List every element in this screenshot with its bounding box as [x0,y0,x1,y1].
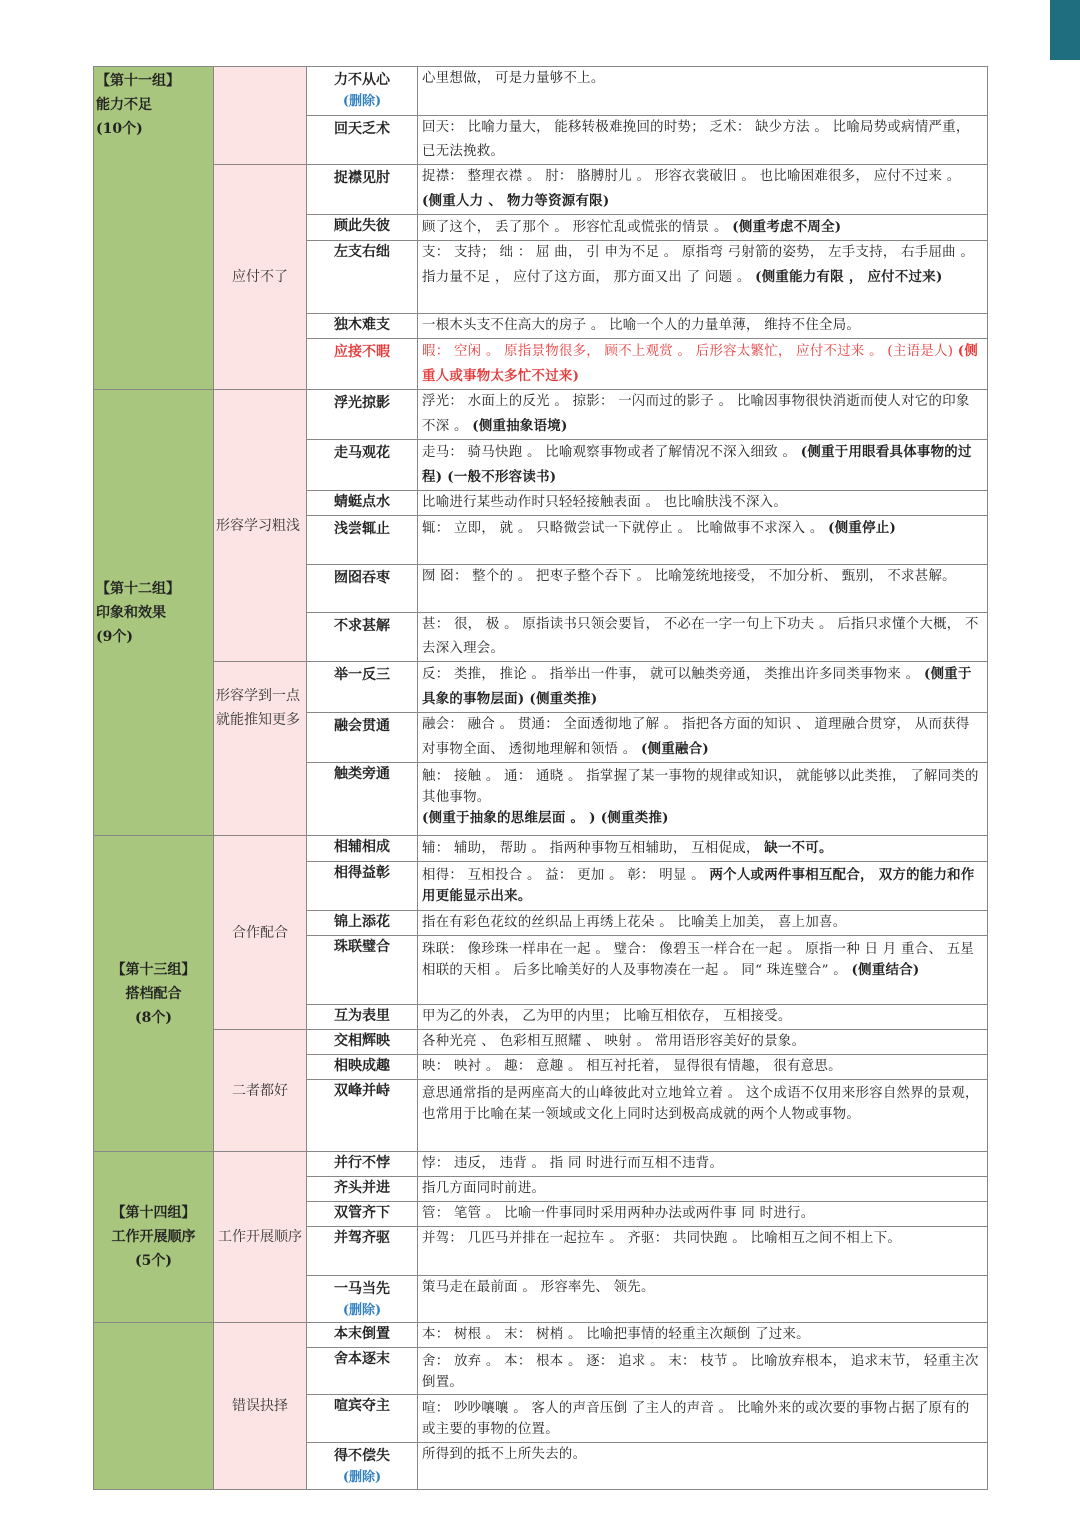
category-cell-empty [214,67,307,165]
group-count: (5个) [135,1253,172,1269]
desc-cell: 所得到的抵不上所失去的。 [418,1443,988,1490]
table-row [94,1030,988,1055]
desc-cell: 囫 囵： 整个的 。 把枣子整个吞下 。 比喻笼统地接受， 不加分析、 甄别， 不求甚解。 [418,565,988,613]
idiom-table [93,66,988,1490]
group-subtitle: 能力不足 [96,97,152,113]
idiom-cell: 双管齐下 [307,1202,418,1227]
group-title: 【第十一组】 [96,73,180,89]
desc-cell: 各种光亮 、 色彩相互照耀 、 映射 。 常用语形容美好的景象。 [418,1030,988,1055]
desc-cell: 融会： 融合 。 贯通： 全面透彻地了解 。 指把各方面的知识 、 道理融合贯穿， 从而获得对事物全面、 透彻地理解和领悟 。 (侧重融合) [418,713,988,763]
idiom-cell: 交相辉映 [307,1030,418,1055]
idiom-cell: 双峰并峙 [307,1080,418,1152]
idiom-cell: 举一反三 [307,662,418,713]
category-cell: 错误抉择 [214,1323,307,1490]
idiom-cell: 相辅相成 [307,836,418,862]
idiom-cell: 锦上添花 [307,911,418,936]
idiom-cell: 一马当先 (删除) [307,1276,418,1323]
desc-cell: 心里想做， 可是力量够不上。 [418,67,988,116]
group-title: 【第十四组】 [111,1205,196,1221]
category-cell: 应付不了 [214,165,307,390]
group-count: (10个) [96,121,143,137]
desc-cell: 反： 类推， 推论 。 指举出一件事， 就可以触类旁通， 类推出许多同类事物来 。 (侧重于具象的事物层面) (侧重类推) [418,662,988,713]
group-title: 【第十三组】 [111,961,196,978]
idiom-cell: 相映成趣 [307,1055,418,1080]
desc-cell: 珠联： 像珍珠一样串在一起 。 璧合： 像碧玉一样合在一起 。 原指一种 日 月 重合、 五星相联的天相 。 后多比喻美好的人及事物凑在一起 。 同“ 珠连璧合” 。 (侧重结合) [418,936,988,1005]
group-subtitle: 搭档配合 [125,985,182,1002]
idiom-cell: 得不偿失 (删除) [307,1443,418,1490]
desc-cell: 相得： 互相投合 。 益： 更加 。 彰： 明显 。 两个人或两件事相互配合， 双方的能力和作用更能显示出来。 [418,862,988,911]
idiom-cell: 浮光掠影 [307,390,418,440]
desc-cell: 比喻进行某些动作时只轻轻接触表面 。 也比喻肤浅不深入。 [418,491,988,516]
group-cell [94,390,214,836]
desc-cell: 一根木头支不住高大的房子 。 比喻一个人的力量单薄， 维持不住全局。 [418,314,988,339]
table-row [94,165,988,215]
desc-cell: 策马走在最前面 。 形容率先、 领先。 [418,1276,988,1323]
group-count: (9个) [96,628,133,645]
idiom-cell: 相得益彰 [307,862,418,911]
group-cell-empty [94,1323,214,1490]
table-row [94,836,988,862]
idiom-cell: 顾此失彼 [307,215,418,241]
idiom-cell: 捉襟见肘 [307,165,418,215]
idiom-cell: 浅尝辄止 [307,516,418,565]
idiom-cell: 蜻蜓点水 [307,491,418,516]
desc-cell: 触： 接触 。 通： 通晓 。 指掌握了某一事物的规律或知识， 就能够以此类推， 了解同类的其他事物。 (侧重于抽象的思维层面 。 ) (侧重类推) [418,763,988,836]
desc-cell: 映： 映衬 。 趣： 意趣 。 相互衬托着， 显得很有情趣， 很有意思。 [418,1055,988,1080]
corner-tab [1050,0,1080,60]
desc-cell: 辅： 辅助， 帮助 。 指两种事物互相辅助， 互相促成， 缺一不可。 [418,836,988,862]
idiom-cell: 回天乏术 [307,116,418,165]
delete-label: (删除) [342,94,382,109]
idiom-cell: 并行不悖 [307,1152,418,1177]
idiom-cell: 独木难支 [307,314,418,339]
desc-cell: 辄： 立即， 就 。 只略微尝试一下就停止 。 比喻做事不求深入 。 (侧重停止) [418,516,988,565]
idiom-cell: 囫囵吞枣 [307,565,418,613]
category-cell: 二者都好 [214,1030,307,1152]
idiom-cell: 珠联璧合 [307,936,418,1005]
desc-cell: 捉襟： 整理衣襟 。 肘： 胳膊肘儿 。 形容衣裳破旧 。 也比喻困难很多， 应付不过来 。 (侧重人力 、 物力等资源有限) [418,165,988,215]
desc-cell: 浮光： 水面上的反光 。 掠影： 一闪而过的影子 。 比喻因事物很快消逝而使人对它的印象不深 。 (侧重抽象语境) [418,390,988,440]
group-subtitle: 工作开展顺序 [111,1229,196,1245]
desc-cell: 暇： 空闲 。 原指景物很多， 顾不上观赏 。 后形容太繁忙， 应付不过来 。 (主语是人) (侧重人或事物太多忙不过来) [418,339,988,390]
delete-label: (删除) [342,1470,382,1485]
desc-cell: 意思通常指的是两座高大的山峰彼此对立地耸立着 。 这个成语不仅用来形容自然界的景观， 也常用于比喻在某一领域或文化上同时达到极高成就的两个人物或事物。 [418,1080,988,1152]
desc-cell: 悖： 违反， 违背 。 指 同 时进行而互相不违背。 [418,1152,988,1177]
group-subtitle: 印象和效果 [96,604,166,621]
idiom-cell: 左支右绌 [307,241,418,314]
desc-cell: 管： 笔管 。 比喻一件事同时采用两种办法或两件事 同 时进行。 [418,1202,988,1227]
idiom-cell: 力不从心 (删除) [307,67,418,116]
desc-cell: 并驾： 几匹马并排在一起拉车 。 齐驱： 共同快跑 。 比喻相互之间不相上下。 [418,1227,988,1276]
desc-cell: 喧： 吵吵嚷嚷 。 客人的声音压倒 了主人的声音 。 比喻外来的或次要的事物占据了原有的或主要的事物的位置。 [418,1395,988,1443]
desc-cell: 本： 树根 。 末： 树梢 。 比喻把事情的轻重主次颠倒 了过来。 [418,1323,988,1348]
group-cell [94,836,214,1152]
group-title: 【第十二组】 [96,580,180,597]
desc-cell: 回天： 比喻力量大， 能移转极难挽回的时势； 乏术： 缺少方法 。 比喻局势或病情严重， 已无法挽救。 [418,116,988,165]
desc-cell: 甚： 很， 极 。 原指读书只领会要旨， 不必在一字一句上下功夫 。 后指只求懂个大概， 不去深入理会。 [418,613,988,662]
table-row [94,1323,988,1348]
desc-cell: 支： 支持； 绌 ： 屈 曲， 引 申为不足 。 原指弯 弓射箭的姿势， 左手支持， 右手屈曲 。 指力量不足 ， 应付了这方面， 那方面又出 了 问题 。 (侧重能力有限 ， 应付不过来) [418,241,988,314]
idiom-cell: 舍本逐末 [307,1348,418,1395]
desc-cell: 顾了这个， 丢了那个 。 形容忙乱或慌张的情景 。 (侧重考虑不周全) [418,215,988,241]
table-row [94,390,988,440]
desc-cell: 指在有彩色花纹的丝织品上再绣上花朵 。 比喻美上加美， 喜上加喜。 [418,911,988,936]
idiom-cell: 并驾齐驱 [307,1227,418,1276]
idiom-cell: 本末倒置 [307,1323,418,1348]
idiom-cell: 应接不暇 [307,339,418,390]
idiom-cell: 触类旁通 [307,763,418,836]
table-row [94,1152,988,1177]
category-cell: 合作配合 [214,836,307,1030]
category-cell: 工作开展顺序 [214,1152,307,1323]
table-row [94,662,988,713]
group-count: (8个) [135,1009,172,1026]
group-cell [94,67,214,390]
delete-label: (删除) [342,1303,382,1318]
idiom-cell: 喧宾夺主 [307,1395,418,1443]
idiom-cell: 齐头并进 [307,1177,418,1202]
category-cell: 形容学到一点就能推知更多 [214,662,307,836]
desc-cell: 舍： 放弃 。 本： 根本 。 逐： 追求 。 末： 枝节 。 比喻放弃根本， 追求末节， 轻重主次倒置。 [418,1348,988,1395]
idiom-cell: 走马观花 [307,440,418,491]
idiom-cell: 不求甚解 [307,613,418,662]
desc-cell: 甲为乙的外表， 乙为甲的内里； 比喻互相依存， 互相接受。 [418,1005,988,1030]
category-cell: 形容学习粗浅 [214,390,307,662]
idiom-cell: 互为表里 [307,1005,418,1030]
group-cell [94,1152,214,1323]
desc-cell: 走马： 骑马快跑 。 比喻观察事物或者了解情况不深入细致 。 (侧重于用眼看具体事物的过程) (一般不形容读书) [418,440,988,491]
desc-cell: 指几方面同时前进。 [418,1177,988,1202]
table-row [94,67,988,116]
idiom-cell: 融会贯通 [307,713,418,763]
